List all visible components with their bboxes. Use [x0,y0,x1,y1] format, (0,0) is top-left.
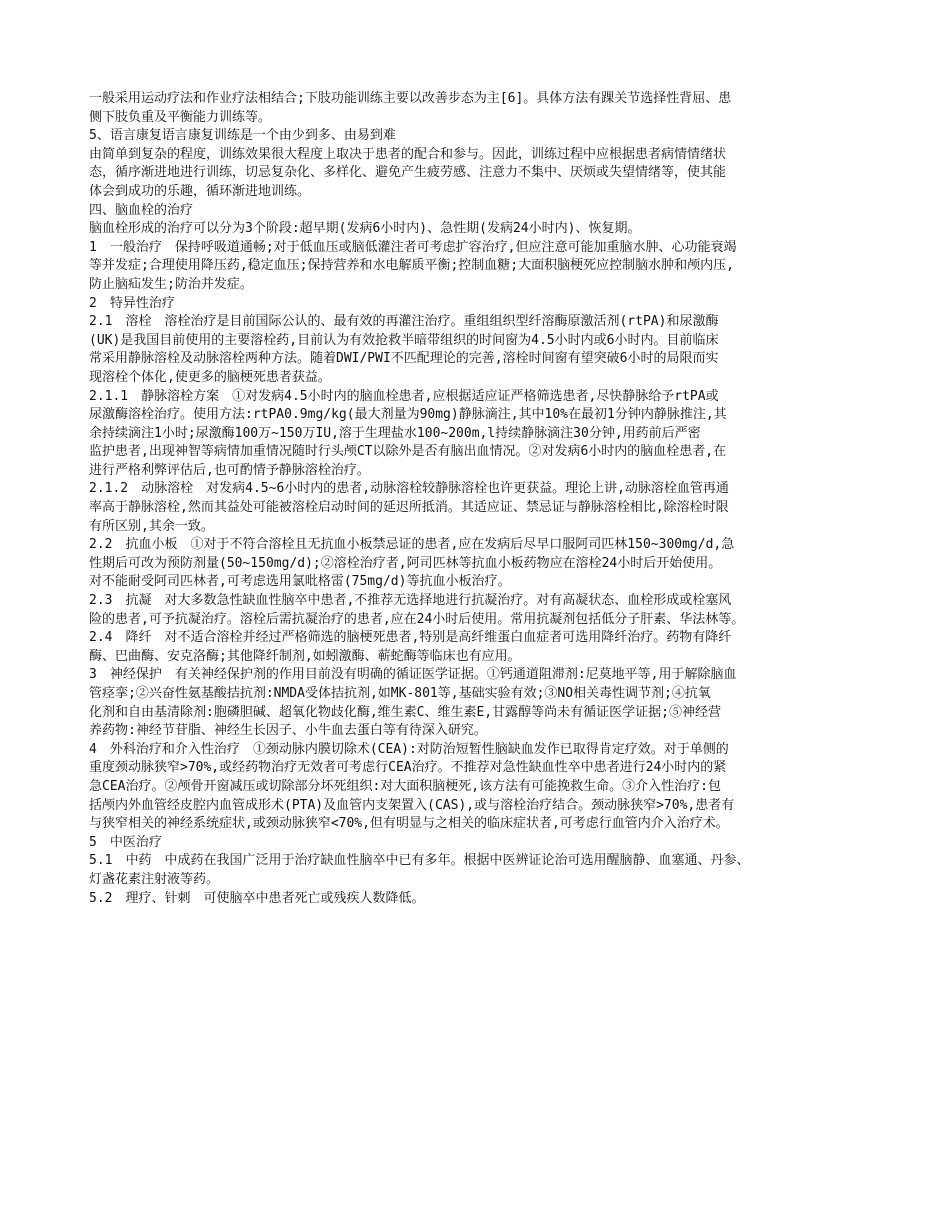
text-line: 2.2 抗血小板 ①对于不符合溶栓且无抗血小板禁忌证的患者,应在发病后尽早口服阿司匹林150~300mg/d,急 [89,537,735,553]
text-line: 现溶栓个体化,使更多的脑梗死患者获益。 [89,369,331,385]
text-line: 括颅内外血管经皮腔内血管成形术(PTA)及血管内支架置入(CAS),或与溶栓治疗结合。颈动脉狭窄>70%,患者有 [89,797,735,813]
text-line: 5、语言康复语言康复训练是一个由少到多、由易到难 [89,128,396,144]
text-line: 重度颈动脉狭窄>70%,或经药物治疗无效者可考虑行CEA治疗。不推荐对急性缺血性卒中患者进行24小时内的紧 [89,760,727,776]
text-line: 体会到成功的乐趣，循环渐进地训练。 [89,183,311,199]
text-line: 养药物:神经节苷脂、神经生长因子、小牛血去蛋白等有待深入研究。 [89,723,487,739]
text-line: 率高于静脉溶栓,然而其益处可能被溶栓启动时间的延迟所抵消。其适应证、禁忌证与静脉溶栓相比,除溶栓时限 [89,500,729,516]
text-line: 5.1 中药 中成药在我国广泛用于治疗缺血性脑卒中已有多年。根据中医辨证论治可选用醒脑静、血塞通、丹参、 [89,853,750,869]
text-line: 2.1 溶栓 溶栓治疗是目前国际公认的、最有效的再灌注治疗。重组组织型纤溶酶原激活剂(rtPA)和尿激酶 [89,314,719,330]
text-line: 防止脑疝发生;防治并发症。 [89,276,253,292]
text-line: 一般采用运动疗法和作业疗法相结合;下肢功能训练主要以改善步态为主[6]。具体方法有踝关节选择性背屈、患 [89,91,732,106]
text-line: 险的患者,可予抗凝治疗。溶栓后需抗凝治疗的患者,应在24小时后使用。常用抗凝剂包括低分子肝素、华法林等。 [89,611,745,627]
text-line: 四、脑血栓的治疗 [89,202,194,218]
text-line: 2.1.1 静脉溶栓方案 ①对发病4.5小时内的脑血栓患者,应根据适应证严格筛选患者,尽快静脉给予rtPA或 [89,388,719,404]
text-line: 尿激酶溶栓治疗。使用方法:rtPA0.9mg/kg(最大剂量为90mg)静脉滴注,其中10%在最初1分钟内静脉推注,其 [89,407,727,423]
text-line: 2.3 抗凝 对大多数急性缺血性脑卒中患者,不推荐无选择地进行抗凝治疗。对有高凝状态、血栓形成或栓塞风 [89,593,732,609]
text-line: 5 中医治疗 [89,834,162,850]
text-line: 由简单到复杂的程度，训练效果很大程度上取决于患者的配合和参与。因此，训练过程中应根据患者病情情绪状 [89,146,727,162]
text-line: 有所区别,其余一致。 [89,518,214,534]
text-line: 监护患者,出现神智等病情加重情况随时行头颅CT以除外是否有脑出血情况。②对发病6小时内的脑血栓患者,在 [89,444,727,460]
text-line: 脑血栓形成的治疗可以分为3个阶段:超早期(发病6小时内)、急性期(发病24小时内)、恢复期。 [89,221,641,237]
text-line: 4 外科治疗和介入性治疗 ①颈动脉内膜切除术(CEA):对防治短暂性脑缺血发作已取得肯定疗效。对于单侧的 [89,741,729,757]
text-line: 等并发症;合理使用降压药,稳定血压;保持营养和水电解质平衡;控制血糖;大面积脑梗死应控制脑水肿和颅内压, [89,258,734,274]
text-line: 常采用静脉溶栓及动脉溶栓两种方法。随着DWI/PWI不匹配理论的完善,溶栓时间窗有望突破6小时的局限而实 [89,351,719,367]
text-line: 灯盏花素注射液等药。 [89,871,220,887]
text-line: 5.2 理疗、针刺 可使脑卒中患者死亡或残疾人数降低。 [89,890,425,906]
text-line: 性期后可改为预防剂量(50~150mg/d);②溶栓治疗者,阿司匹林等抗血小板药物应在溶栓24小时后开始使用。 [89,555,722,571]
text-line: 与狭窄相关的神经系统症状,或颈动脉狭窄<70%,但有明显与之相关的临床症状者,可考虑行血管内介入治疗术。 [89,816,729,832]
text-line: 2.1.2 动脉溶栓 对发病4.5~6小时内的患者,动脉溶栓较静脉溶栓也许更获益。理论上讲,动脉溶栓血管再通 [89,481,729,497]
text-line: (UK)是我国目前使用的主要溶栓药,目前认为有效抢救半暗带组织的时间窗为4.5小时内或6小时内。目前临床 [89,332,719,348]
text-line: 2 特异性治疗 [89,295,175,311]
document-body [89,90,869,908]
text-line: 管痉挛;②兴奋性氨基酸拮抗剂:NMDA受体拮抗剂,如MK-801等,基础实验有效;③NO相关毒性调节剂;④抗氧 [89,686,711,701]
text-line: 余持续滴注1小时;尿激酶100万~150万IU,溶于生理盐水100~200m,l持续静脉滴注30分钟,用药前后严密 [89,425,701,441]
text-line: 2.4 降纤 对不适合溶栓并经过严格筛选的脑梗死患者,特别是高纤维蛋白血症者可选用降纤治疗。药物有降纤 [89,630,732,646]
text-line: 1 一般治疗 保持呼吸道通畅;对于低血压或脑低灌注者可考虑扩容治疗,但应注意可能加重脑水肿、心功能衰竭 [89,239,737,255]
text-line: 化剂和自由基清除剂:胞磷胆碱、超氧化物歧化酶,维生素C、维生素E,甘露醇等尚未有循证医学证据;⑤神经营 [89,704,721,720]
text-line: 侧下肢负重及平衡能力训练等。 [89,109,272,125]
text-line: 态，循序渐进地进行训练，切忌复杂化、多样化、避免产生疲劳感、注意力不集中、厌烦或失望情绪等，使其能 [89,165,727,181]
text-line: 进行严格利弊评估后,也可酌情予静脉溶栓治疗。 [89,462,370,478]
text-line: 急CEA治疗。②颅骨开窗减压或切除部分坏死组织:对大面积脑梗死,该方法有可能挽救生命。③介入性治疗:包 [89,778,721,794]
text-line: 酶、巴曲酶、安克洛酶;其他降纤制剂,如蚓激酶、蕲蛇酶等临床也有应用。 [89,648,521,664]
text-line: 对不能耐受阿司匹林者,可考虑选用氯吡格雷(75mg/d)等抗血小板治疗。 [89,574,511,590]
text-line: 3 神经保护 有关神经保护剂的作用目前没有明确的循证医学证据。①钙通道阻滞剂:尼莫地平等,用于解除脑血 [89,667,737,683]
